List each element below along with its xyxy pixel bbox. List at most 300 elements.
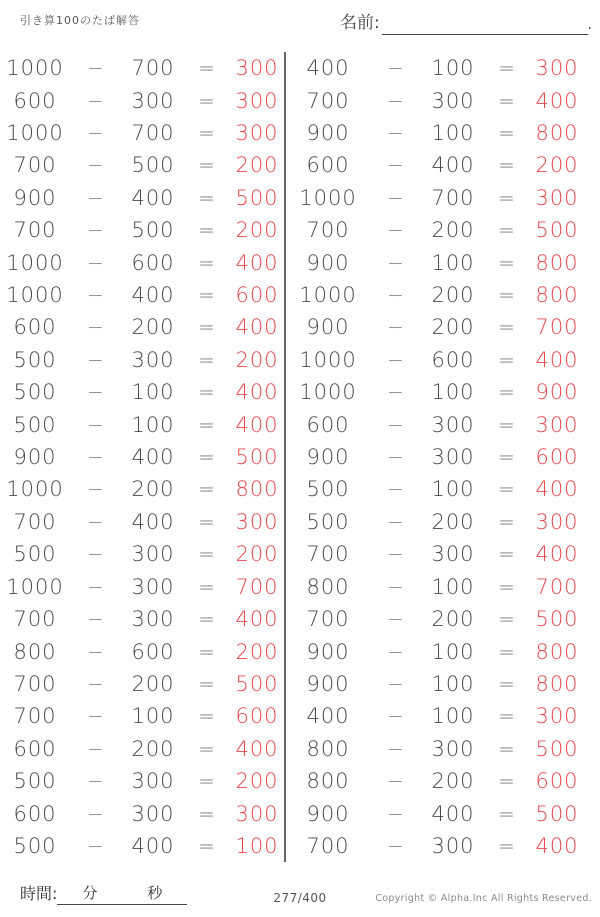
problem-row — [0, 376, 284, 408]
equals-operator: = — [498, 833, 516, 858]
problem-row — [0, 52, 284, 84]
worksheet-footer — [0, 872, 600, 917]
minuend: 500 — [13, 412, 57, 437]
minuend: 500 — [13, 380, 57, 405]
subtrahend: 100 — [131, 380, 175, 405]
minus-operator: − — [387, 477, 405, 502]
problem-row — [0, 246, 284, 278]
minus-operator: − — [87, 88, 105, 113]
answer-value: 400 — [235, 736, 279, 761]
equals-operator: = — [198, 801, 216, 826]
minuend: 700 — [13, 607, 57, 632]
answer-value: 500 — [535, 218, 579, 243]
minus-operator: − — [87, 380, 105, 405]
minus-operator: − — [87, 250, 105, 275]
answer-value: 200 — [235, 218, 279, 243]
problem-row — [0, 733, 284, 765]
problems-column-left — [0, 52, 284, 862]
problem-row — [286, 571, 600, 603]
minuend: 600 — [306, 412, 350, 437]
answer-value: 600 — [535, 445, 579, 470]
subtrahend: 100 — [431, 250, 475, 275]
answer-value: 500 — [235, 185, 279, 210]
problem-row — [286, 311, 600, 343]
subtrahend: 200 — [131, 736, 175, 761]
minuend: 900 — [13, 445, 57, 470]
problem-row — [0, 344, 284, 376]
equals-operator: = — [498, 704, 516, 729]
subtrahend: 200 — [431, 509, 475, 534]
subtrahend: 400 — [131, 509, 175, 534]
minus-operator: − — [387, 315, 405, 340]
name-line-period: . — [587, 17, 592, 33]
subtrahend: 500 — [131, 218, 175, 243]
answer-value: 700 — [235, 574, 279, 599]
equals-operator: = — [198, 509, 216, 534]
minus-operator: − — [87, 283, 105, 308]
minuend: 600 — [13, 736, 57, 761]
subtrahend: 400 — [131, 283, 175, 308]
minus-operator: − — [387, 542, 405, 567]
minuend: 400 — [306, 56, 350, 81]
subtrahend: 400 — [431, 801, 475, 826]
problem-row — [286, 668, 600, 700]
minus-operator: − — [387, 121, 405, 146]
equals-operator: = — [498, 347, 516, 372]
minus-operator: − — [387, 218, 405, 243]
minus-operator: − — [387, 639, 405, 664]
answer-value: 800 — [535, 121, 579, 146]
problem-row — [0, 279, 284, 311]
minus-operator: − — [387, 833, 405, 858]
minus-operator: − — [87, 607, 105, 632]
answer-value: 400 — [235, 250, 279, 275]
subtrahend: 300 — [131, 607, 175, 632]
minuend: 700 — [13, 704, 57, 729]
subtrahend: 300 — [431, 88, 475, 113]
problem-row — [286, 182, 600, 214]
equals-operator: = — [498, 639, 516, 664]
answer-value: 100 — [235, 833, 279, 858]
problem-row — [286, 408, 600, 440]
equals-operator: = — [498, 153, 516, 178]
problem-row — [286, 538, 600, 570]
name-label: 名前: — [340, 13, 380, 33]
subtrahend: 200 — [431, 607, 475, 632]
minus-operator: − — [387, 445, 405, 470]
minus-operator: − — [387, 412, 405, 437]
minuend: 600 — [13, 801, 57, 826]
subtrahend: 300 — [131, 542, 175, 567]
problem-row — [0, 441, 284, 473]
problem-row — [286, 733, 600, 765]
minus-operator: − — [387, 283, 405, 308]
equals-operator: = — [198, 185, 216, 210]
minuend: 1000 — [299, 347, 357, 372]
subtrahend: 700 — [131, 56, 175, 81]
problem-row — [0, 797, 284, 829]
equals-operator: = — [198, 833, 216, 858]
answer-value: 300 — [535, 704, 579, 729]
minus-operator: − — [87, 833, 105, 858]
problem-row — [0, 635, 284, 667]
equals-operator: = — [198, 347, 216, 372]
problem-row — [286, 52, 600, 84]
minuend: 1000 — [6, 121, 64, 146]
problem-row — [0, 149, 284, 181]
minus-operator: − — [387, 56, 405, 81]
answer-value: 600 — [235, 704, 279, 729]
subtrahend: 700 — [431, 185, 475, 210]
subtrahend: 100 — [431, 477, 475, 502]
subtrahend: 300 — [131, 769, 175, 794]
minuend: 900 — [306, 671, 350, 696]
minus-operator: − — [87, 218, 105, 243]
answer-value: 800 — [535, 639, 579, 664]
problem-row — [0, 408, 284, 440]
minuend: 1000 — [6, 477, 64, 502]
minuend: 700 — [13, 218, 57, 243]
answer-value: 400 — [235, 412, 279, 437]
minus-operator: − — [387, 380, 405, 405]
problem-row — [0, 571, 284, 603]
equals-operator: = — [498, 185, 516, 210]
minuend: 600 — [306, 153, 350, 178]
minuend: 700 — [306, 218, 350, 243]
equals-operator: = — [198, 607, 216, 632]
minus-operator: − — [387, 88, 405, 113]
minutes-unit-label: 分 — [82, 884, 98, 902]
page-title: 引き算100のたば解答 — [20, 14, 140, 27]
answer-value: 300 — [535, 509, 579, 534]
minus-operator: − — [87, 639, 105, 664]
equals-operator: = — [498, 283, 516, 308]
minuend: 400 — [306, 704, 350, 729]
equals-operator: = — [498, 121, 516, 146]
equals-operator: = — [198, 218, 216, 243]
minuend: 700 — [13, 671, 57, 696]
equals-operator: = — [198, 88, 216, 113]
answer-value: 400 — [535, 833, 579, 858]
equals-operator: = — [498, 542, 516, 567]
subtrahend: 100 — [431, 56, 475, 81]
equals-operator: = — [198, 445, 216, 470]
minus-operator: − — [387, 769, 405, 794]
minuend: 700 — [306, 607, 350, 632]
minuend: 700 — [13, 153, 57, 178]
problem-row — [0, 765, 284, 797]
subtrahend: 200 — [131, 315, 175, 340]
minus-operator: − — [87, 574, 105, 599]
problems-column-right — [286, 52, 600, 862]
minuend: 1000 — [6, 283, 64, 308]
minuend: 500 — [306, 477, 350, 502]
minus-operator: − — [87, 671, 105, 696]
minus-operator: − — [387, 574, 405, 599]
subtrahend: 100 — [431, 574, 475, 599]
equals-operator: = — [198, 736, 216, 761]
equals-operator: = — [198, 380, 216, 405]
minus-operator: − — [387, 250, 405, 275]
answer-value: 400 — [535, 347, 579, 372]
subtrahend: 400 — [431, 153, 475, 178]
problem-row — [286, 635, 600, 667]
problem-row — [286, 506, 600, 538]
subtrahend: 300 — [131, 347, 175, 372]
subtrahend: 300 — [431, 833, 475, 858]
problem-row — [286, 603, 600, 635]
minus-operator: − — [87, 121, 105, 146]
subtrahend: 400 — [131, 185, 175, 210]
subtrahend: 100 — [431, 121, 475, 146]
answer-value: 200 — [235, 153, 279, 178]
subtrahend: 400 — [131, 445, 175, 470]
minuend: 700 — [306, 88, 350, 113]
subtrahend: 100 — [131, 412, 175, 437]
problem-row — [286, 797, 600, 829]
problem-row — [286, 441, 600, 473]
problem-row — [286, 473, 600, 505]
minuend: 600 — [13, 315, 57, 340]
minus-operator: − — [87, 542, 105, 567]
minus-operator: − — [87, 477, 105, 502]
equals-operator: = — [198, 477, 216, 502]
answer-value: 300 — [535, 412, 579, 437]
subtrahend: 300 — [431, 542, 475, 567]
problem-row — [286, 149, 600, 181]
subtrahend: 100 — [431, 704, 475, 729]
equals-operator: = — [198, 412, 216, 437]
minus-operator: − — [387, 185, 405, 210]
equals-operator: = — [498, 607, 516, 632]
equals-operator: = — [498, 509, 516, 534]
copyright-notice: Copyright © Alpha.Inc All Rights Reserved. — [375, 893, 592, 904]
answer-value: 200 — [235, 542, 279, 567]
problem-row — [0, 84, 284, 116]
time-label: 時間: — [20, 884, 58, 903]
equals-operator: = — [498, 315, 516, 340]
answer-value: 600 — [535, 769, 579, 794]
subtrahend: 600 — [131, 639, 175, 664]
seconds-unit-label: 秒 — [147, 884, 163, 902]
answer-value: 300 — [235, 88, 279, 113]
subtrahend: 200 — [431, 283, 475, 308]
minuend: 1000 — [6, 56, 64, 81]
answer-value: 300 — [535, 56, 579, 81]
answer-value: 400 — [235, 380, 279, 405]
problem-row — [0, 668, 284, 700]
minus-operator: − — [387, 736, 405, 761]
problem-row — [0, 214, 284, 246]
problems-area — [0, 52, 600, 862]
problem-row — [286, 246, 600, 278]
subtrahend: 200 — [131, 671, 175, 696]
problem-row — [0, 830, 284, 862]
answer-value: 400 — [535, 88, 579, 113]
minuend: 900 — [13, 185, 57, 210]
subtrahend: 100 — [131, 704, 175, 729]
answer-value: 800 — [535, 671, 579, 696]
minuend: 800 — [306, 574, 350, 599]
answer-value: 400 — [235, 607, 279, 632]
page-count: 277/400 — [273, 891, 327, 905]
equals-operator: = — [498, 736, 516, 761]
problem-row — [286, 214, 600, 246]
equals-operator: = — [498, 801, 516, 826]
answer-value: 700 — [535, 315, 579, 340]
subtrahend: 100 — [431, 639, 475, 664]
minus-operator: − — [87, 315, 105, 340]
equals-operator: = — [498, 56, 516, 81]
minuend: 900 — [306, 639, 350, 664]
equals-operator: = — [198, 153, 216, 178]
answer-value: 300 — [235, 56, 279, 81]
answer-value: 800 — [235, 477, 279, 502]
worksheet-header — [0, 0, 600, 50]
subtrahend: 300 — [131, 574, 175, 599]
answer-value: 700 — [535, 574, 579, 599]
answer-value: 300 — [235, 509, 279, 534]
subtrahend: 400 — [131, 833, 175, 858]
problem-row — [0, 311, 284, 343]
minus-operator: − — [87, 185, 105, 210]
problem-row — [286, 117, 600, 149]
minuend: 700 — [13, 509, 57, 534]
subtrahend: 300 — [131, 88, 175, 113]
answer-value: 400 — [535, 542, 579, 567]
equals-operator: = — [198, 671, 216, 696]
equals-operator: = — [498, 218, 516, 243]
minuend: 800 — [13, 639, 57, 664]
minus-operator: − — [87, 153, 105, 178]
problem-row — [286, 279, 600, 311]
name-field-area — [340, 8, 592, 35]
subtrahend: 200 — [431, 769, 475, 794]
answer-value: 200 — [535, 153, 579, 178]
minuend: 500 — [306, 509, 350, 534]
equals-operator: = — [498, 250, 516, 275]
equals-operator: = — [498, 88, 516, 113]
minus-operator: − — [87, 347, 105, 372]
equals-operator: = — [198, 315, 216, 340]
minus-operator: − — [87, 56, 105, 81]
subtrahend: 700 — [131, 121, 175, 146]
problem-row — [0, 603, 284, 635]
subtrahend: 300 — [431, 736, 475, 761]
minuend: 500 — [13, 833, 57, 858]
minuend: 500 — [13, 347, 57, 372]
minus-operator: − — [387, 671, 405, 696]
answer-value: 500 — [235, 671, 279, 696]
answer-value: 800 — [535, 283, 579, 308]
answer-value: 300 — [535, 185, 579, 210]
problem-row — [0, 700, 284, 732]
minus-operator: − — [87, 509, 105, 534]
equals-operator: = — [498, 412, 516, 437]
minuend: 900 — [306, 250, 350, 275]
minuend: 1000 — [299, 185, 357, 210]
minuend: 800 — [306, 769, 350, 794]
minus-operator: − — [87, 736, 105, 761]
answer-value: 300 — [235, 121, 279, 146]
minuend: 500 — [13, 769, 57, 794]
minus-operator: − — [87, 769, 105, 794]
equals-operator: = — [498, 671, 516, 696]
problem-row — [0, 117, 284, 149]
equals-operator: = — [498, 380, 516, 405]
answer-value: 500 — [535, 736, 579, 761]
equals-operator: = — [498, 769, 516, 794]
answer-value: 200 — [235, 769, 279, 794]
problem-row — [286, 344, 600, 376]
minus-operator: − — [87, 704, 105, 729]
answer-value: 300 — [235, 801, 279, 826]
minuend: 1000 — [6, 574, 64, 599]
minuend: 600 — [13, 88, 57, 113]
answer-value: 600 — [235, 283, 279, 308]
subtrahend: 100 — [431, 671, 475, 696]
subtrahend: 300 — [431, 445, 475, 470]
answer-value: 400 — [535, 477, 579, 502]
equals-operator: = — [198, 56, 216, 81]
name-input-line — [382, 13, 588, 35]
subtrahend: 500 — [131, 153, 175, 178]
equals-operator: = — [198, 283, 216, 308]
equals-operator: = — [198, 121, 216, 146]
minus-operator: − — [87, 412, 105, 437]
problem-row — [0, 506, 284, 538]
subtrahend: 200 — [431, 218, 475, 243]
answer-value: 800 — [535, 250, 579, 275]
minuend: 900 — [306, 445, 350, 470]
subtrahend: 200 — [131, 477, 175, 502]
subtrahend: 600 — [131, 250, 175, 275]
minuend: 900 — [306, 121, 350, 146]
equals-operator: = — [498, 445, 516, 470]
equals-operator: = — [198, 769, 216, 794]
problem-row — [286, 376, 600, 408]
problem-row — [286, 700, 600, 732]
equals-operator: = — [498, 574, 516, 599]
minuend: 1000 — [6, 250, 64, 275]
minus-operator: − — [87, 445, 105, 470]
answer-value: 400 — [235, 315, 279, 340]
minus-operator: − — [387, 347, 405, 372]
problem-row — [0, 473, 284, 505]
minus-operator: − — [387, 801, 405, 826]
problem-row — [286, 830, 600, 862]
minuend: 700 — [306, 542, 350, 567]
equals-operator: = — [498, 477, 516, 502]
equals-operator: = — [198, 542, 216, 567]
answer-value: 200 — [235, 347, 279, 372]
equals-operator: = — [198, 639, 216, 664]
minus-operator: − — [387, 607, 405, 632]
subtrahend: 200 — [431, 315, 475, 340]
subtrahend: 300 — [431, 412, 475, 437]
minuend: 800 — [306, 736, 350, 761]
problem-row — [0, 182, 284, 214]
minus-operator: − — [387, 704, 405, 729]
problem-row — [286, 84, 600, 116]
minuend: 500 — [13, 542, 57, 567]
minus-operator: − — [87, 801, 105, 826]
minuend: 1000 — [299, 380, 357, 405]
answer-value: 500 — [535, 801, 579, 826]
equals-operator: = — [198, 250, 216, 275]
equals-operator: = — [198, 704, 216, 729]
minus-operator: − — [387, 509, 405, 534]
